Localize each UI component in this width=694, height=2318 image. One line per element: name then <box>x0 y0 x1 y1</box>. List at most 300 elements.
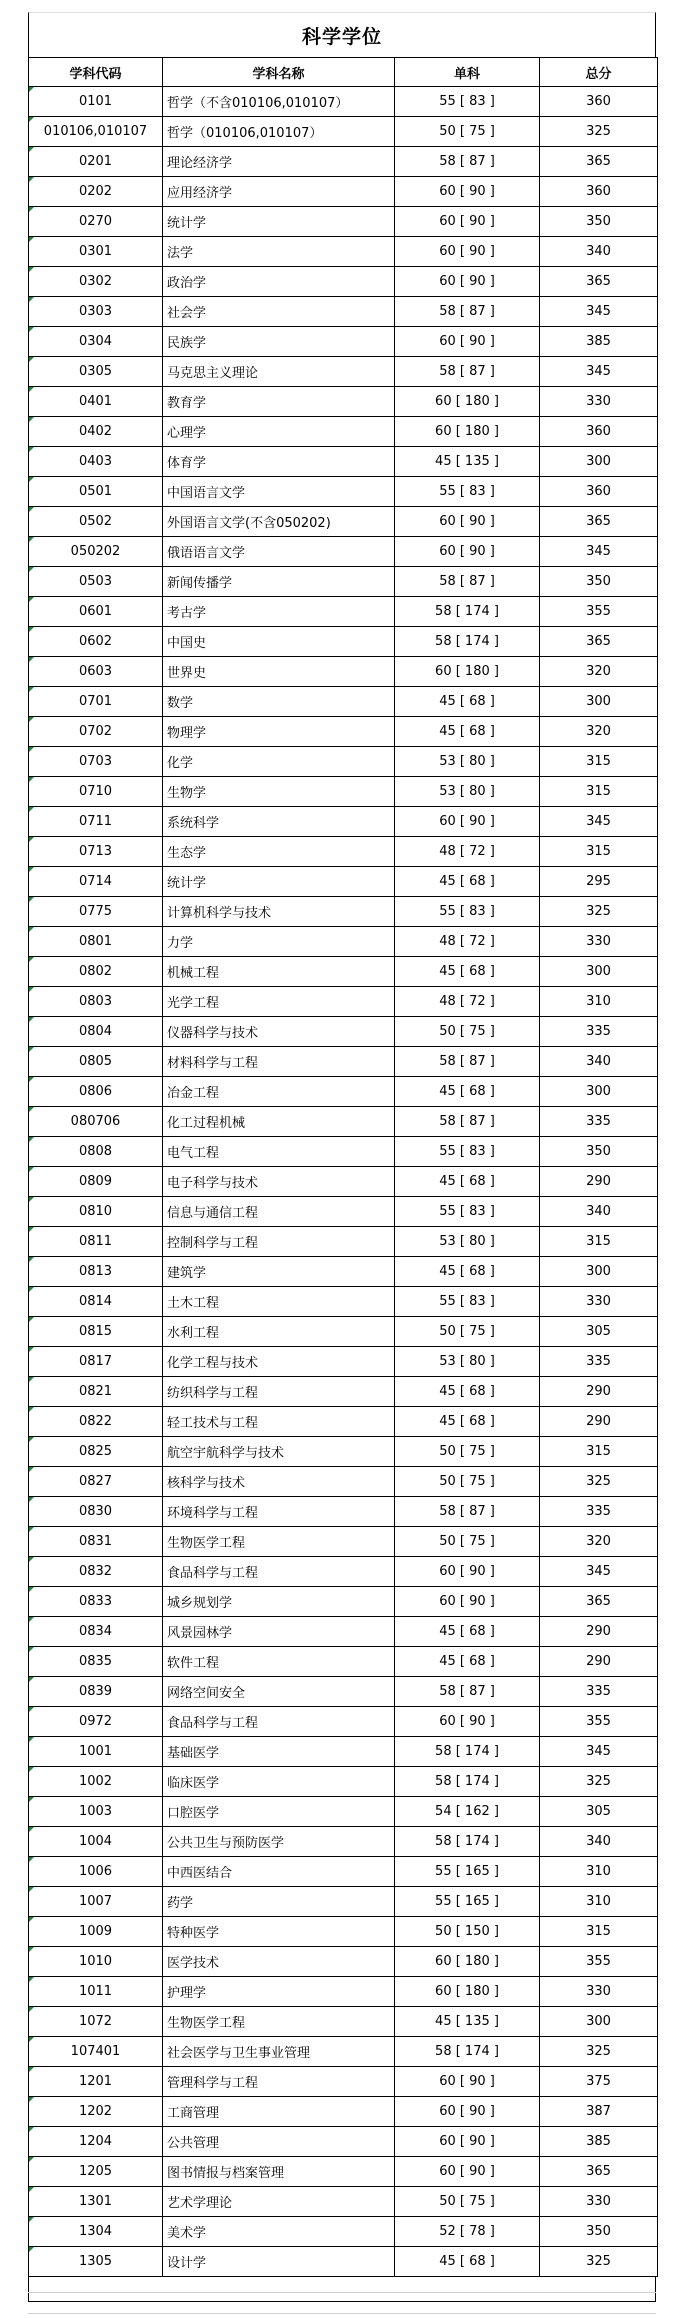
cell-single: 45 [ 68 ] <box>395 957 540 987</box>
cell-single: 60 [ 90 ] <box>395 327 540 357</box>
cell-single: 50 [ 75 ] <box>395 117 540 147</box>
cell-code: 1011 <box>29 1977 163 2007</box>
cell-single: 55 [ 83 ] <box>395 897 540 927</box>
cell-total: 325 <box>540 2247 658 2277</box>
cell-code: 0822 <box>29 1407 163 1437</box>
table-row <box>29 1947 658 1977</box>
cell-name: 公共管理 <box>163 2127 395 2157</box>
cell-name: 生物医学工程 <box>163 1527 395 1557</box>
cell-code: 0810 <box>29 1197 163 1227</box>
cell-total: 375 <box>540 2067 658 2097</box>
cell-name: 环境科学与工程 <box>163 1497 395 1527</box>
cell-name: 生物医学工程 <box>163 2007 395 2037</box>
cell-code: 0815 <box>29 1317 163 1347</box>
cell-code: 1003 <box>29 1797 163 1827</box>
cell-name: 物理学 <box>163 717 395 747</box>
cell-code: 0701 <box>29 687 163 717</box>
cell-single: 60 [ 180 ] <box>395 1947 540 1977</box>
table-row <box>29 777 658 807</box>
cell-name: 艺术学理论 <box>163 2187 395 2217</box>
cell-single: 60 [ 90 ] <box>395 537 540 567</box>
cell-total: 365 <box>540 1587 658 1617</box>
cell-total: 385 <box>540 327 658 357</box>
cell-single: 53 [ 80 ] <box>395 747 540 777</box>
cell-single: 60 [ 90 ] <box>395 237 540 267</box>
cell-single: 45 [ 135 ] <box>395 447 540 477</box>
cell-single: 60 [ 90 ] <box>395 1557 540 1587</box>
cell-total: 345 <box>540 537 658 567</box>
cell-name: 系统科学 <box>163 807 395 837</box>
cell-total: 385 <box>540 2127 658 2157</box>
cell-code: 0303 <box>29 297 163 327</box>
cell-single: 53 [ 80 ] <box>395 1347 540 1377</box>
table-row <box>29 237 658 267</box>
cell-name: 风景园林学 <box>163 1617 395 1647</box>
table-row <box>29 2187 658 2217</box>
table-row <box>29 657 658 687</box>
cell-name: 管理科学与工程 <box>163 2067 395 2097</box>
cell-name: 电气工程 <box>163 1137 395 1167</box>
cell-single: 60 [ 180 ] <box>395 387 540 417</box>
table-row <box>29 897 658 927</box>
cell-total: 290 <box>540 1407 658 1437</box>
cell-total: 350 <box>540 207 658 237</box>
cell-single: 50 [ 75 ] <box>395 1437 540 1467</box>
cell-single: 60 [ 90 ] <box>395 1707 540 1737</box>
table-row <box>29 1107 658 1137</box>
cell-name: 仪器科学与技术 <box>163 1017 395 1047</box>
table-row <box>29 1887 658 1917</box>
table-row <box>29 837 658 867</box>
cell-code: 1006 <box>29 1857 163 1887</box>
cell-total: 340 <box>540 237 658 267</box>
table-row <box>29 747 658 777</box>
cell-name: 工商管理 <box>163 2097 395 2127</box>
table-row <box>29 87 658 117</box>
cell-code: 0833 <box>29 1587 163 1617</box>
table-row <box>29 807 658 837</box>
cell-total: 290 <box>540 1167 658 1197</box>
cell-total: 295 <box>540 867 658 897</box>
cell-name: 核科学与技术 <box>163 1467 395 1497</box>
cell-single: 55 [ 83 ] <box>395 1287 540 1317</box>
cell-single: 60 [ 90 ] <box>395 507 540 537</box>
table-row <box>29 2037 658 2067</box>
cell-name: 护理学 <box>163 1977 395 2007</box>
cell-total: 325 <box>540 2037 658 2067</box>
table-row <box>29 2247 658 2277</box>
cell-total: 335 <box>540 1107 658 1137</box>
table-row <box>29 567 658 597</box>
score-table <box>28 57 658 2277</box>
table-row <box>29 1347 658 1377</box>
cell-total: 345 <box>540 357 658 387</box>
cell-code: 1205 <box>29 2157 163 2187</box>
table-row <box>29 1467 658 1497</box>
cell-name: 网络空间安全 <box>163 1677 395 1707</box>
cell-code: 0814 <box>29 1287 163 1317</box>
cell-code: 1201 <box>29 2067 163 2097</box>
cell-name: 水利工程 <box>163 1317 395 1347</box>
cell-name: 体育学 <box>163 447 395 477</box>
cell-single: 50 [ 75 ] <box>395 1527 540 1557</box>
cell-code: 0809 <box>29 1167 163 1197</box>
cell-single: 60 [ 90 ] <box>395 807 540 837</box>
cell-single: 60 [ 90 ] <box>395 2097 540 2127</box>
cell-total: 365 <box>540 2157 658 2187</box>
cell-total: 345 <box>540 807 658 837</box>
table-row <box>29 1797 658 1827</box>
cell-total: 360 <box>540 177 658 207</box>
table-row <box>29 957 658 987</box>
table-row <box>29 147 658 177</box>
header-code: 学科代码 <box>29 58 163 87</box>
cell-name: 软件工程 <box>163 1647 395 1677</box>
cell-name: 化学 <box>163 747 395 777</box>
table-row <box>29 1137 658 1167</box>
cell-total: 340 <box>540 1827 658 1857</box>
cell-total: 335 <box>540 1017 658 1047</box>
cell-code: 0834 <box>29 1617 163 1647</box>
table-row <box>29 627 658 657</box>
cell-single: 45 [ 68 ] <box>395 2247 540 2277</box>
cell-single: 58 [ 87 ] <box>395 1497 540 1527</box>
cell-code: 0825 <box>29 1437 163 1467</box>
cell-name: 哲学（010106,010107） <box>163 117 395 147</box>
cell-single: 48 [ 72 ] <box>395 987 540 1017</box>
table-row <box>29 2157 658 2187</box>
cell-name: 计算机科学与技术 <box>163 897 395 927</box>
cell-code: 1072 <box>29 2007 163 2037</box>
cell-total: 330 <box>540 1977 658 2007</box>
cell-code: 0972 <box>29 1707 163 1737</box>
cell-name: 设计学 <box>163 2247 395 2277</box>
cell-total: 325 <box>540 897 658 927</box>
table-row <box>29 1377 658 1407</box>
table-row <box>29 1587 658 1617</box>
table-row <box>29 2217 658 2247</box>
cell-name: 应用经济学 <box>163 177 395 207</box>
cell-total: 387 <box>540 2097 658 2127</box>
cell-single: 45 [ 135 ] <box>395 2007 540 2037</box>
cell-code: 0831 <box>29 1527 163 1557</box>
cell-total: 340 <box>540 1197 658 1227</box>
table-row <box>29 1317 658 1347</box>
cell-name: 法学 <box>163 237 395 267</box>
cell-code: 1304 <box>29 2217 163 2247</box>
cell-total: 345 <box>540 1557 658 1587</box>
cell-code: 0714 <box>29 867 163 897</box>
cell-single: 53 [ 80 ] <box>395 1227 540 1257</box>
cell-code: 0702 <box>29 717 163 747</box>
table-row <box>29 267 658 297</box>
cell-name: 光学工程 <box>163 987 395 1017</box>
cell-code: 0821 <box>29 1377 163 1407</box>
cell-name: 理论经济学 <box>163 147 395 177</box>
table-row <box>29 867 658 897</box>
cell-code: 0711 <box>29 807 163 837</box>
cell-total: 315 <box>540 1437 658 1467</box>
cell-name: 外国语言文学(不含050202) <box>163 507 395 537</box>
cell-single: 55 [ 83 ] <box>395 1137 540 1167</box>
cell-total: 355 <box>540 1947 658 1977</box>
cell-single: 58 [ 174 ] <box>395 597 540 627</box>
cell-single: 58 [ 174 ] <box>395 1767 540 1797</box>
cell-total: 300 <box>540 447 658 477</box>
cell-code: 0603 <box>29 657 163 687</box>
cell-total: 315 <box>540 1227 658 1257</box>
cell-total: 310 <box>540 987 658 1017</box>
table-row <box>29 297 658 327</box>
cell-single: 53 [ 80 ] <box>395 777 540 807</box>
cell-single: 55 [ 83 ] <box>395 87 540 117</box>
table-row <box>29 1407 658 1437</box>
cell-total: 335 <box>540 1347 658 1377</box>
cell-code: 1002 <box>29 1767 163 1797</box>
cell-code: 0401 <box>29 387 163 417</box>
table-row <box>29 2097 658 2127</box>
cell-single: 60 [ 180 ] <box>395 1977 540 2007</box>
cell-name: 药学 <box>163 1887 395 1917</box>
table-row <box>29 597 658 627</box>
table-row <box>29 447 658 477</box>
cell-single: 45 [ 68 ] <box>395 1647 540 1677</box>
cell-single: 45 [ 68 ] <box>395 1377 540 1407</box>
cell-code: 080706 <box>29 1107 163 1137</box>
cell-name: 材料科学与工程 <box>163 1047 395 1077</box>
cell-total: 360 <box>540 477 658 507</box>
cell-name: 航空宇航科学与技术 <box>163 1437 395 1467</box>
cell-single: 45 [ 68 ] <box>395 1407 540 1437</box>
table-row <box>29 1917 658 1947</box>
cell-name: 统计学 <box>163 867 395 897</box>
cell-single: 58 [ 174 ] <box>395 1737 540 1767</box>
table-row <box>29 207 658 237</box>
cell-single: 45 [ 68 ] <box>395 1077 540 1107</box>
table-row <box>29 1017 658 1047</box>
cell-name: 轻工技术与工程 <box>163 1407 395 1437</box>
cell-total: 315 <box>540 1917 658 1947</box>
cell-total: 335 <box>540 1677 658 1707</box>
cell-name: 信息与通信工程 <box>163 1197 395 1227</box>
table-row <box>29 417 658 447</box>
cell-total: 330 <box>540 927 658 957</box>
cell-total: 330 <box>540 1287 658 1317</box>
cell-single: 50 [ 75 ] <box>395 1467 540 1497</box>
table-row <box>29 1707 658 1737</box>
cell-single: 60 [ 90 ] <box>395 2127 540 2157</box>
cell-total: 300 <box>540 1077 658 1107</box>
cell-total: 320 <box>540 657 658 687</box>
table-row <box>29 1257 658 1287</box>
cell-code: 0813 <box>29 1257 163 1287</box>
cell-single: 58 [ 174 ] <box>395 1827 540 1857</box>
table-body <box>29 87 658 2277</box>
cell-name: 食品科学与工程 <box>163 1707 395 1737</box>
cell-single: 45 [ 68 ] <box>395 687 540 717</box>
header-row <box>29 58 658 87</box>
cell-code: 0713 <box>29 837 163 867</box>
sheet-title: 科学学位 <box>28 12 656 57</box>
cell-code: 010106,010107 <box>29 117 163 147</box>
header-name: 学科名称 <box>163 58 395 87</box>
cell-code: 050202 <box>29 537 163 567</box>
cell-code: 0808 <box>29 1137 163 1167</box>
cell-single: 60 [ 90 ] <box>395 2067 540 2097</box>
cell-single: 60 [ 180 ] <box>395 657 540 687</box>
cell-name: 社会学 <box>163 297 395 327</box>
cell-total: 325 <box>540 117 658 147</box>
cell-name: 马克思主义理论 <box>163 357 395 387</box>
cell-single: 45 [ 68 ] <box>395 717 540 747</box>
cell-code: 0201 <box>29 147 163 177</box>
table-row <box>29 1977 658 2007</box>
cell-name: 中西医结合 <box>163 1857 395 1887</box>
cell-name: 心理学 <box>163 417 395 447</box>
cell-name: 数学 <box>163 687 395 717</box>
cell-total: 315 <box>540 837 658 867</box>
cell-code: 1009 <box>29 1917 163 1947</box>
table-row <box>29 1617 658 1647</box>
sheet-gridlines <box>28 2292 656 2314</box>
cell-single: 60 [ 90 ] <box>395 177 540 207</box>
cell-code: 0817 <box>29 1347 163 1377</box>
cell-single: 58 [ 174 ] <box>395 2037 540 2067</box>
table-row <box>29 927 658 957</box>
cell-single: 48 [ 72 ] <box>395 837 540 867</box>
cell-name: 基础医学 <box>163 1737 395 1767</box>
cell-name: 控制科学与工程 <box>163 1227 395 1257</box>
cell-code: 0811 <box>29 1227 163 1257</box>
table-row <box>29 1287 658 1317</box>
cell-single: 50 [ 75 ] <box>395 1317 540 1347</box>
cell-code: 0832 <box>29 1557 163 1587</box>
cell-single: 55 [ 83 ] <box>395 1197 540 1227</box>
cell-total: 300 <box>540 1257 658 1287</box>
table-row <box>29 1197 658 1227</box>
cell-name: 城乡规划学 <box>163 1587 395 1617</box>
cell-name: 考古学 <box>163 597 395 627</box>
cell-code: 1305 <box>29 2247 163 2277</box>
cell-code: 0270 <box>29 207 163 237</box>
cell-total: 290 <box>540 1617 658 1647</box>
cell-single: 60 [ 90 ] <box>395 1587 540 1617</box>
cell-total: 325 <box>540 1767 658 1797</box>
cell-total: 320 <box>540 717 658 747</box>
cell-total: 305 <box>540 1797 658 1827</box>
cell-name: 口腔医学 <box>163 1797 395 1827</box>
cell-name: 教育学 <box>163 387 395 417</box>
header-single: 单科 <box>395 58 540 87</box>
cell-single: 58 [ 87 ] <box>395 147 540 177</box>
cell-total: 355 <box>540 1707 658 1737</box>
cell-name: 电子科学与技术 <box>163 1167 395 1197</box>
table-row <box>29 1167 658 1197</box>
cell-name: 民族学 <box>163 327 395 357</box>
cell-name: 统计学 <box>163 207 395 237</box>
table-row <box>29 687 658 717</box>
cell-code: 0802 <box>29 957 163 987</box>
cell-name: 力学 <box>163 927 395 957</box>
cell-single: 58 [ 87 ] <box>395 1677 540 1707</box>
cell-name: 社会医学与卫生事业管理 <box>163 2037 395 2067</box>
cell-single: 58 [ 87 ] <box>395 357 540 387</box>
cell-total: 350 <box>540 567 658 597</box>
table-row <box>29 1827 658 1857</box>
cell-code: 0301 <box>29 237 163 267</box>
cell-code: 0703 <box>29 747 163 777</box>
cell-code: 1001 <box>29 1737 163 1767</box>
cell-name: 食品科学与工程 <box>163 1557 395 1587</box>
table-row <box>29 1647 658 1677</box>
table-row <box>29 717 658 747</box>
cell-code: 0775 <box>29 897 163 927</box>
cell-single: 45 [ 68 ] <box>395 867 540 897</box>
cell-single: 52 [ 78 ] <box>395 2217 540 2247</box>
table-row <box>29 327 658 357</box>
cell-total: 365 <box>540 507 658 537</box>
table-row <box>29 1767 658 1797</box>
score-sheet <box>28 12 656 2302</box>
cell-name: 生物学 <box>163 777 395 807</box>
cell-code: 0403 <box>29 447 163 477</box>
cell-code: 0502 <box>29 507 163 537</box>
cell-total: 330 <box>540 387 658 417</box>
cell-total: 290 <box>540 1377 658 1407</box>
table-row <box>29 177 658 207</box>
table-row <box>29 1557 658 1587</box>
cell-name: 美术学 <box>163 2217 395 2247</box>
cell-code: 1010 <box>29 1947 163 1977</box>
cell-single: 45 [ 68 ] <box>395 1167 540 1197</box>
cell-code: 0402 <box>29 417 163 447</box>
cell-code: 1004 <box>29 1827 163 1857</box>
table-row <box>29 477 658 507</box>
cell-name: 医学技术 <box>163 1947 395 1977</box>
cell-name: 新闻传播学 <box>163 567 395 597</box>
cell-single: 45 [ 68 ] <box>395 1257 540 1287</box>
table-row <box>29 2127 658 2157</box>
cell-total: 345 <box>540 297 658 327</box>
cell-name: 化学工程与技术 <box>163 1347 395 1377</box>
cell-total: 365 <box>540 147 658 177</box>
table-row <box>29 1677 658 1707</box>
cell-code: 0501 <box>29 477 163 507</box>
cell-single: 58 [ 87 ] <box>395 1047 540 1077</box>
cell-single: 60 [ 90 ] <box>395 267 540 297</box>
cell-single: 58 [ 87 ] <box>395 1107 540 1137</box>
cell-name: 中国史 <box>163 627 395 657</box>
cell-name: 建筑学 <box>163 1257 395 1287</box>
cell-code: 0839 <box>29 1677 163 1707</box>
cell-name: 哲学（不含010106,010107） <box>163 87 395 117</box>
cell-total: 310 <box>540 1887 658 1917</box>
cell-total: 315 <box>540 777 658 807</box>
table-row <box>29 1527 658 1557</box>
cell-name: 中国语言文学 <box>163 477 395 507</box>
cell-name: 公共卫生与预防医学 <box>163 1827 395 1857</box>
cell-code: 0202 <box>29 177 163 207</box>
cell-single: 50 [ 150 ] <box>395 1917 540 1947</box>
cell-total: 365 <box>540 627 658 657</box>
cell-total: 320 <box>540 1527 658 1557</box>
table-row <box>29 1497 658 1527</box>
cell-code: 0304 <box>29 327 163 357</box>
cell-name: 世界史 <box>163 657 395 687</box>
cell-total: 315 <box>540 747 658 777</box>
cell-name: 图书情报与档案管理 <box>163 2157 395 2187</box>
table-row <box>29 2067 658 2097</box>
